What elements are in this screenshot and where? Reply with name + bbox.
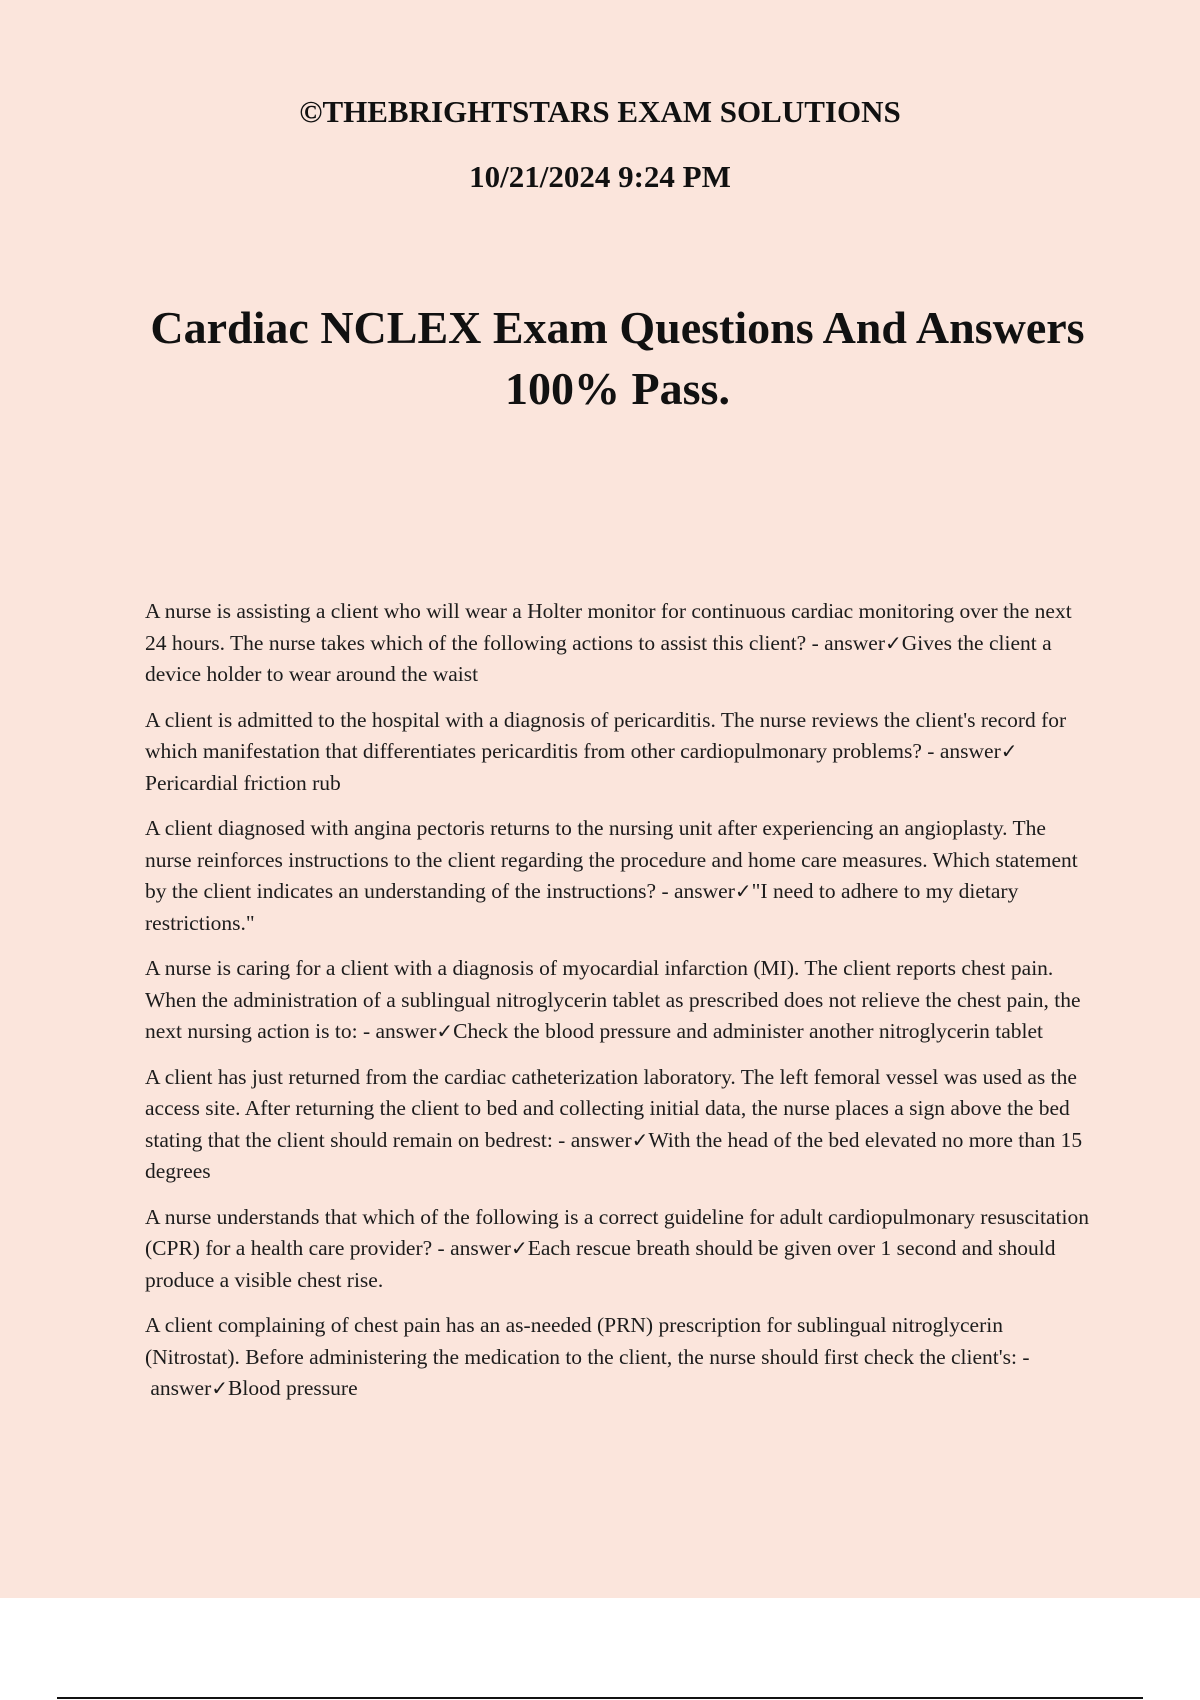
answer-label: answer bbox=[824, 630, 886, 655]
answer-label: answer bbox=[939, 739, 1001, 763]
checkmark-icon: ✓ bbox=[1000, 739, 1018, 763]
checkmark-icon: ✓ bbox=[734, 879, 752, 903]
qa-item bbox=[145, 1310, 1090, 1405]
document-title: Cardiac NCLEX Exam Questions And Answers 100% Pass. bbox=[150, 302, 1085, 414]
answer-label: answer bbox=[570, 1127, 632, 1152]
qa-item bbox=[145, 596, 1090, 691]
question-text: A nurse understands that which of the following is a correct guideline for adult cardiopulmonary resuscitation (CPR) for a health care provider? - bbox=[145, 1204, 1089, 1260]
answer-label: answer bbox=[450, 1236, 511, 1260]
answer-text: Each rescue breath should be given over 1 second and should produce a visible chest rise. bbox=[145, 1236, 1056, 1292]
answer-label: answer bbox=[674, 879, 735, 903]
answer-text: Blood pressure bbox=[228, 1376, 358, 1400]
question-text: A client has just returned from the cardiac catheterization laboratory. The left femoral vessel was used as the access site. After returning the client to bed and collecting initial data, the nurse places a sign above the bed stating that the client should remain on bedrest: - bbox=[145, 1064, 1077, 1152]
footer-divider bbox=[57, 1697, 1143, 1699]
qa-item bbox=[145, 1202, 1090, 1297]
answer-text: With the head of the bed elevated no more than 15 degrees bbox=[145, 1127, 1083, 1183]
qa-item bbox=[145, 813, 1090, 939]
checkmark-icon: ✓ bbox=[211, 1376, 229, 1400]
question-text: A client diagnosed with angina pectoris returns to the nursing unit after experiencing an angioplasty. The nurse reinforces instructions to the client regarding the procedure and home care measures. Which statement by the client indicates an understanding of the instructions? - bbox=[145, 816, 1078, 903]
question-text: A client is admitted to the hospital with a diagnosis of pericarditis. The nurse reviews the client's record for which manifestation that differentiates pericarditis from other cardiopulmonary problems? - bbox=[145, 707, 1067, 763]
answer-text: "I need to adhere to my dietary restrictions." bbox=[145, 879, 1019, 935]
checkmark-icon: ✓ bbox=[885, 630, 902, 655]
checkmark-icon: ✓ bbox=[436, 1019, 454, 1043]
qa-item bbox=[145, 1062, 1090, 1188]
answer-text: Check the blood pressure and administer another nitroglycerin tablet bbox=[453, 1019, 1044, 1043]
answer-text: Gives the client a device holder to wear around the waist bbox=[145, 630, 1052, 686]
brand-header: ©THEBRIGHTSTARS EXAM SOLUTIONS bbox=[299, 94, 901, 129]
question-text: A nurse is assisting a client who will wear a Holter monitor for continuous cardiac monitoring over the next 24 hours. The nurse takes which of the following actions to assist this client? - bbox=[145, 599, 1072, 655]
checkmark-icon: ✓ bbox=[631, 1127, 649, 1152]
answer-text: Pericardial friction rub bbox=[145, 770, 341, 795]
question-text: A client complaining of chest pain has an as-needed (PRN) prescription for sublingual nitroglycerin (Nitrostat). Before administering the medication to the client, the nurse should first check the client's: - bbox=[145, 1313, 1030, 1369]
document-datetime: 10/21/2024 9:24 PM bbox=[469, 159, 731, 194]
qa-list bbox=[145, 596, 1090, 1419]
qa-item bbox=[145, 705, 1090, 800]
answer-label: answer bbox=[150, 1376, 212, 1400]
question-text: A nurse is caring for a client with a diagnosis of myocardial infarction (MI). The client reports chest pain. When the administration of a sublingual nitroglycerin tablet as prescribed does not relieve the chest pain, the next nursing action is to: - bbox=[145, 956, 1081, 1043]
checkmark-icon: ✓ bbox=[510, 1236, 528, 1260]
answer-label: answer bbox=[375, 1019, 437, 1043]
qa-item bbox=[145, 953, 1090, 1048]
